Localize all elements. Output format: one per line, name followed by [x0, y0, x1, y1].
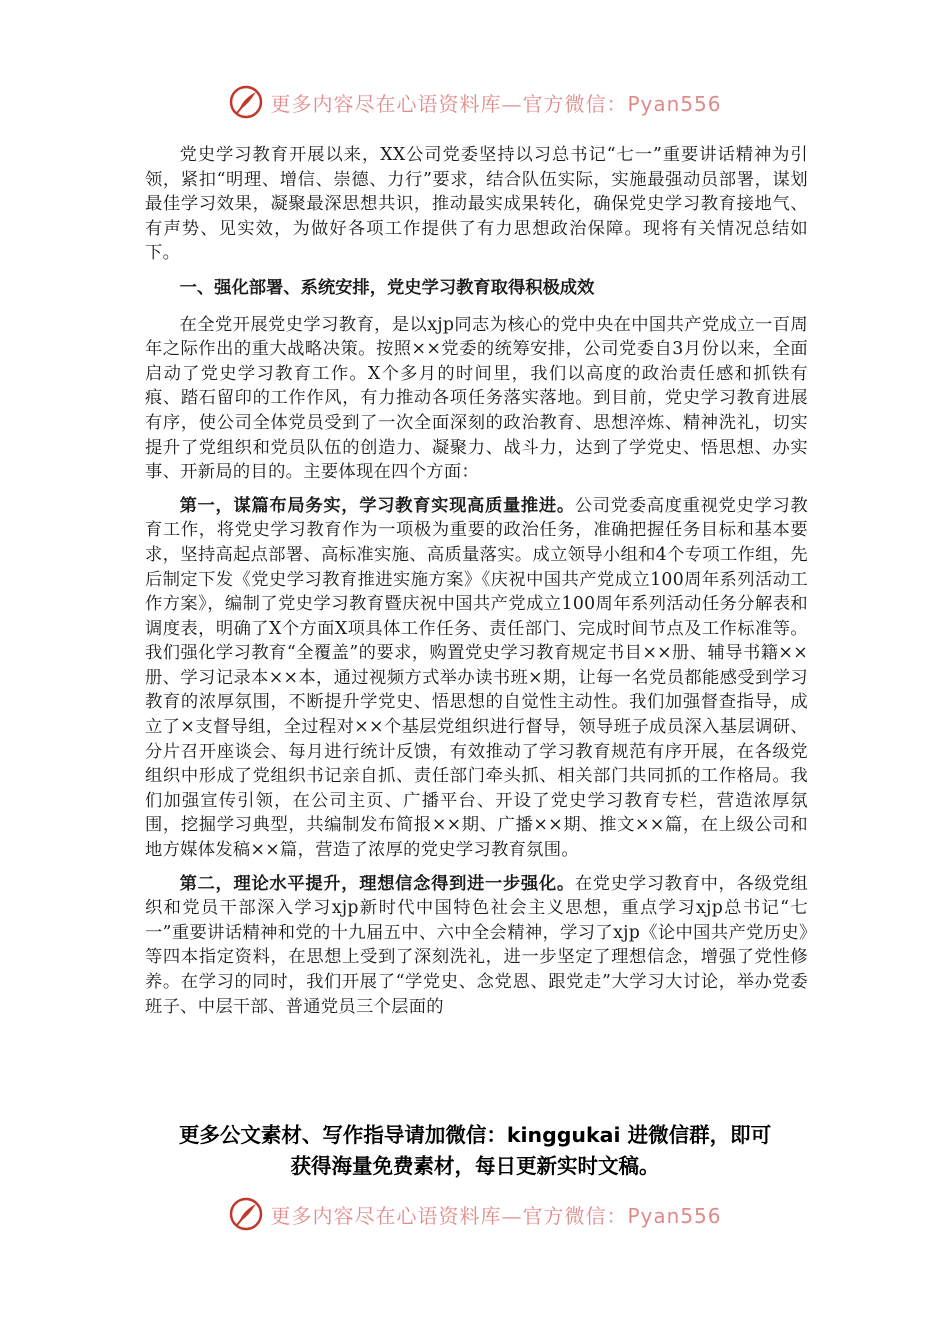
header-banner — [0, 80, 950, 124]
promo-line1: 更多公文素材、写作指导请加微信：kinggukai 进微信群，即可 — [178, 1123, 772, 1147]
intro-paragraph: 党史学习教育开展以来，XX公司党委坚持以习总书记“七一”重要讲话精神为引领，紧扣“明理、增信、崇德、力行”要求，结合队伍实际，实施最强动员部署，谋划最佳学习效果，凝聚最深思想共识，推动最实成果转化，确保党史学习教育接地气、有声势、见实效，为做好各项工作提供了有力思想政治保障。现将有关情况总结如下。 — [145, 145, 808, 264]
quill-logo-icon — [228, 84, 264, 120]
section-heading: 一、强化部署、系统安排，党史学习教育取得积极成效 — [179, 277, 595, 298]
promo-line2: 获得海量免费素材，每日更新实时文稿。 — [290, 1154, 660, 1178]
point1-lead: 第一，谋篇布局务实，学习教育实现高质量推进。 — [179, 495, 575, 516]
point1-body: 公司党委高度重视党史学习教育工作，将党史学习教育作为一项极为重要的政治任务，准确把握任务目标和基本要求，坚持高起点部署、高标准实施、高质量落实。成立领导小组和4个专项工作组，先后制定下发《党史学习教育推进实施方案》《庆祝中国共产党成立100周年系列活动工作方案》，编制了党史学习教育暨庆祝中国共产党成立100周年系列活动任务分解表和调度表，明确了X个方面X项具体工作任务、责任部门、完成时间节点及工作标准等。我们强化学习教育“全覆盖”的要求，购置党史学习教育规定书目××册、辅导书籍××册、学习记录本××本，通过视频方式举办读书班×期，让每一名党员都能感受到学习教育的浓厚氛围，不断提升学党史、悟思想的自觉性主动性。我们加强督查指导，成立了×支督导组，全过程对××个基层党组织进行督导，领导班子成员深入基层调研、分片召开座谈会、每月进行统计反馈，有效推动了学习教育规范有序开展，在各级党组织中形成了党组织书记亲自抓、责任部门牵头抓、相关部门共同抓的工作格局。我们加强宣传引领，在公司主页、广播平台、开设了党史学习教育专栏，营造浓厚氛围，挖掘学习典型，共编制发布简报××期、广播××期、推文××篇，在上级公司和地方媒体发稿××篇，营造了浓厚的党史学习教育氛围。 — [145, 495, 808, 861]
promo-notice — [110, 1120, 840, 1182]
point2-lead: 第二，理论水平提升，理想信念得到进一步强化。 — [179, 873, 575, 894]
wechat-id: Pyan556 — [627, 1203, 722, 1228]
point2-body: 在党史学习教育中，各级党组织和党员干部深入学习xjp新时代中国特色社会主义思想，重点学习xjp总书记“七一”重要讲话精神和党的十九届五中、六中全会精神，学习了xjp《论中国共产党历史》等四本指定资料，在思想上受到了深刻洗礼，进一步坚定了理想信念，增强了党性修养。在学习的同时，我们开展了“学党史、念党恩、跟党走”大学习大讨论，举办党委班子、中层干部、普通党员三个层面的 — [145, 873, 808, 1017]
banner-text: 更多内容尽在心语资料库—官方微信：Pyan556 — [270, 91, 722, 116]
wechat-id: Pyan556 — [627, 91, 722, 116]
footer-banner — [0, 1192, 950, 1236]
point1-paragraph — [145, 494, 808, 863]
quill-logo-icon — [228, 1196, 264, 1232]
banner-text: 更多内容尽在心语资料库—官方微信：Pyan556 — [270, 1203, 722, 1228]
section1-paragraph: 在全党开展党史学习教育，是以xjp同志为核心的党中央在中国共产党成立一百周年之际作出的重大战略决策。按照××党委的统筹安排，公司党委自3月份以来，全面启动了党史学习教育工作。X个多月的时间里，我们以高度的政治责任感和抓铁有痕、踏石留印的工作作风，有力推动各项任务落实落地。到目前，党史学习教育进展有序，使公司全体党员受到了一次全面深刻的政治教育、思想淬炼、精神洗礼，切实提升了党组织和党员队伍的创造力、凝聚力、战斗力，达到了学党史、悟思想、办实事、开新局的目的。主要体现在四个方面： — [145, 314, 808, 483]
document-body — [145, 143, 808, 1028]
point2-paragraph — [145, 872, 808, 1020]
